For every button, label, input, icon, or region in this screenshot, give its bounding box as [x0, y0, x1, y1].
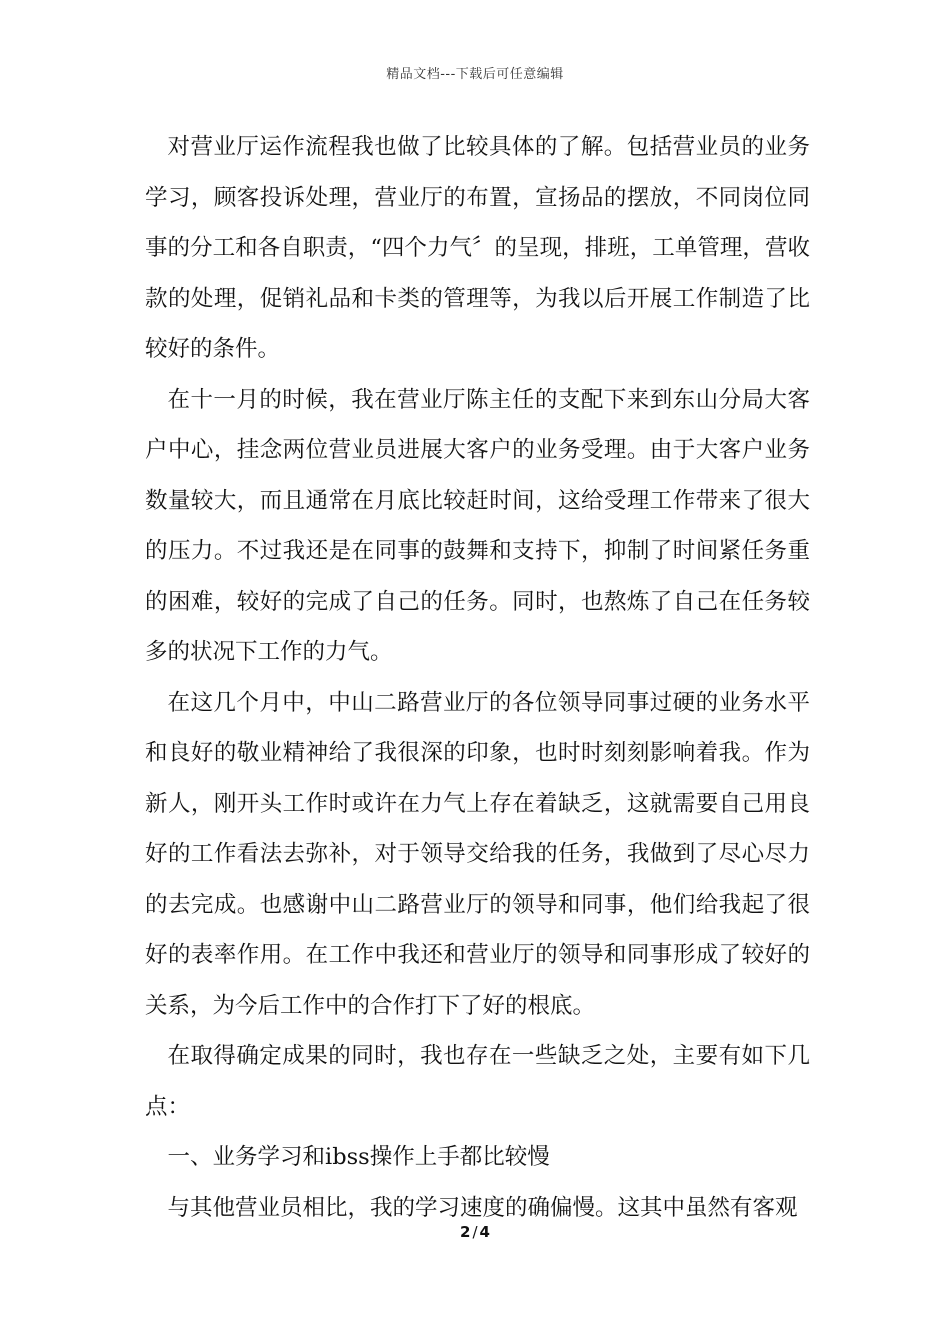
page-number-separator: / [472, 1223, 478, 1241]
paragraph-learning-speed: 与其他营业员相比，我的学习速度的确偏慢。这其中虽然有客观 [167, 1194, 798, 1221]
document-body [145, 122, 810, 1233]
paragraph-shortcomings-intro: 在取得确定成果的同时，我也存在一些缺乏之处，主要有如下几点： [145, 1043, 810, 1120]
page-header: 精品文档---下载后可任意编辑 [386, 67, 564, 82]
paragraph-process-understanding: 对营业厅运作流程我也做了比较具体的了解。包括营业员的业务学习，顾客投诉处理，营业厅的布置，宣扬品的摆放，不同岗位同事的分工和各自职责，“四个力气〞的呈现，排班，工单管理，营收款的处理，促销礼品和卡类的管理等，为我以后开展工作制造了比较好的条件。 [145, 134, 810, 362]
total-page-count: 4 [479, 1223, 490, 1241]
paragraph-colleagues-impression: 在这几个月中，中山二路营业厅的各位领导同事过硬的业务水平和良好的敬业精神给了我很深的印象，也时时刻刻影响着我。作为新人，刚开头工作时或许在力气上存在着缺乏，这就需要自己用良好的工作看法去弥补，对于领导交给我的任务，我做到了尽心尽力的去完成。也感谢中山二路营业厅的领导和同事，他们给我起了很好的表率作用。在工作中我还和营业厅的领导和同事形成了较好的关系，为今后工作中的合作打下了好的根底。 [145, 689, 810, 1019]
page-number [0, 1223, 950, 1241]
paragraph-november-assignment: 在十一月的时候，我在营业厅陈主任的支配下来到东山分局大客户中心，挂念两位营业员进展大客户的业务受理。由于大客户业务数量较大，而且通常在月底比较赶时间，这给受理工作带来了很大的压力。不过我还是在同事的鼓舞和支持下，抑制了时间紧任务重的困难，较好的完成了自己的任务。同时，也熬炼了自己在任务较多的状况下工作的力气。 [145, 386, 810, 665]
list-heading-learning-slow: 一、业务学习和ibss操作上手都比较慢 [167, 1144, 550, 1170]
current-page-number: 2 [460, 1223, 471, 1241]
